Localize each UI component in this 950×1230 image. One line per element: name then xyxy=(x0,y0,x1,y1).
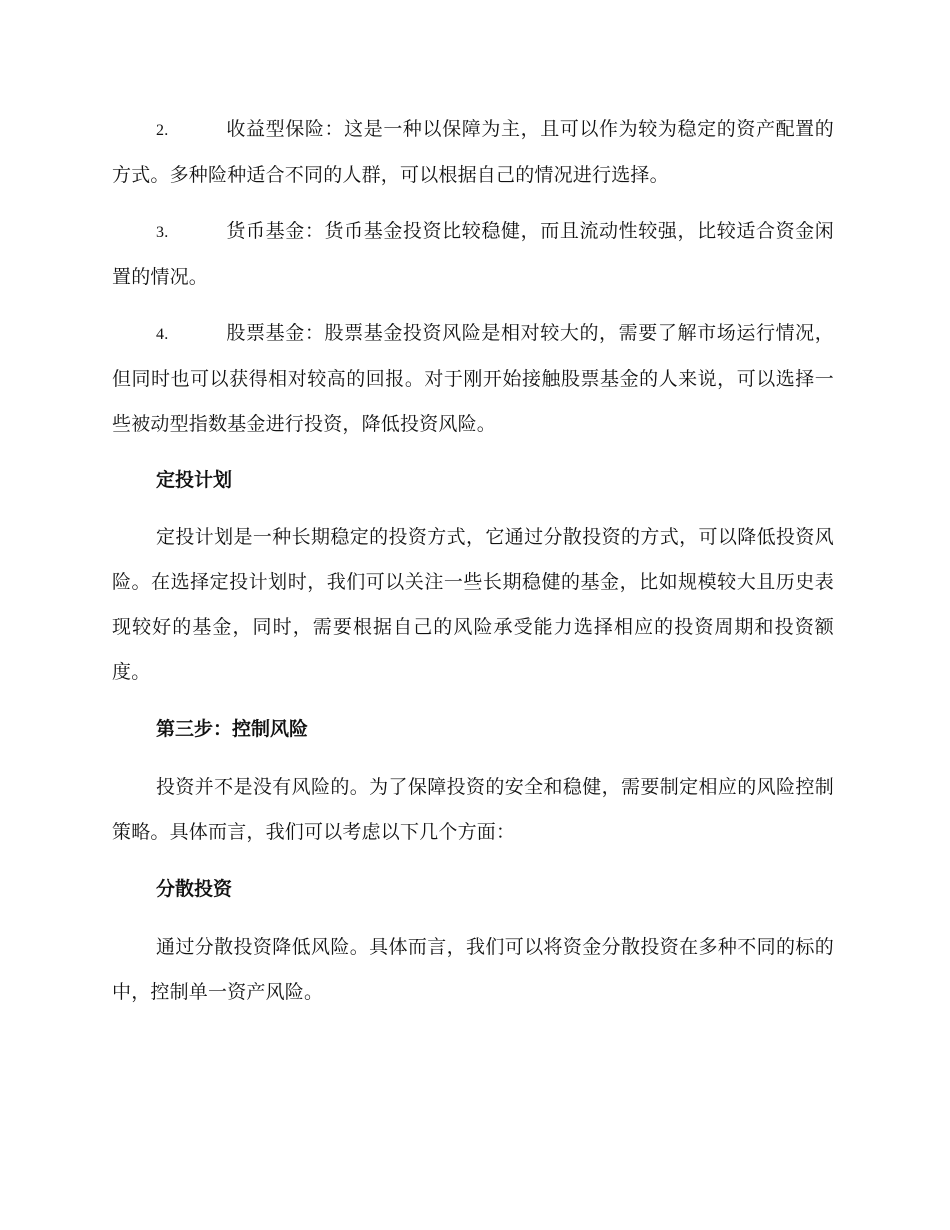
list-number: 4. xyxy=(156,326,169,343)
list-item-4 xyxy=(112,311,834,447)
list-item-text: 货币基金：货币基金投资比较稳健，而且流动性较强，比较适合资金闲置的情况。 xyxy=(112,220,834,288)
list-item-text: 收益型保险：这是一种以保障为主，且可以作为较为稳定的资产配置的方式。多种险种适合不同的人群，可以根据自己的情况进行选择。 xyxy=(112,118,834,186)
section-heading-fixed-investment: 定投计划 xyxy=(156,469,233,491)
section-heading-diversification: 分散投资 xyxy=(156,878,233,900)
list-item-text: 股票基金：股票基金投资风险是相对较大的，需要了解市场运行情况，但同时也可以获得相对较高的回报。对于刚开始接触股票基金的人来说，可以选择一些被动型指数基金进行投资，降低投资风险。 xyxy=(112,322,834,435)
list-item-2 xyxy=(112,107,834,198)
list-number: 2. xyxy=(156,122,169,139)
paragraph-diversification: 通过分散投资降低风险。具体而言，我们可以将资金分散投资在多种不同的标的中，控制单一资产风险。 xyxy=(112,936,834,1003)
list-item-3 xyxy=(112,209,834,300)
list-number: 3. xyxy=(156,224,169,241)
section-heading-step-three: 第三步：控制风险 xyxy=(156,718,309,740)
paragraph-fixed-investment: 定投计划是一种长期稳定的投资方式，它通过分散投资的方式，可以降低投资风险。在选择定投计划时，我们可以关注一些长期稳健的基金，比如规模较大且历史表现较好的基金，同时，需要根据自己的风险承受能力选择相应的投资周期和投资额度。 xyxy=(112,526,834,683)
paragraph-step-three: 投资并不是没有风险的。为了保障投资的安全和稳健，需要制定相应的风险控制策略。具体而言，我们可以考虑以下几个方面： xyxy=(112,776,834,843)
